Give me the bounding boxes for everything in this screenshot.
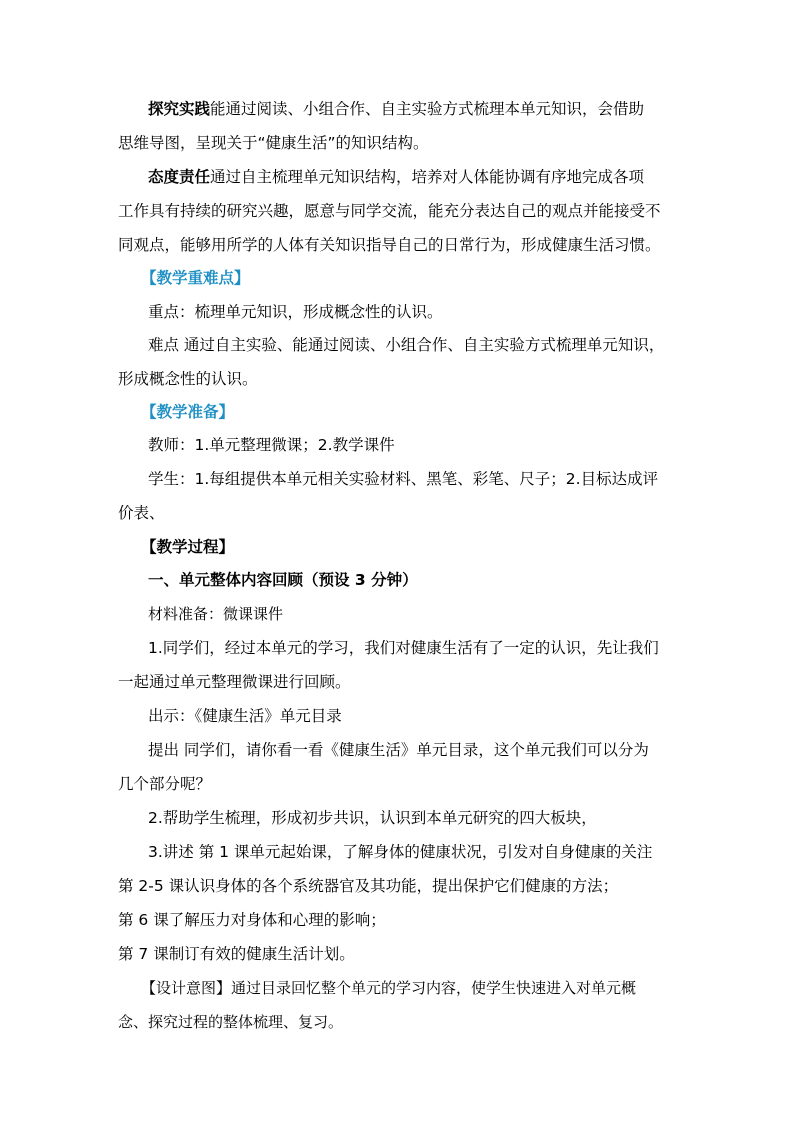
inquiry-label: 探究实践 bbox=[148, 100, 211, 118]
paragraph-2-line: 2.帮助学生梳理，形成初步共识，认识到本单元研究的四大板块， bbox=[148, 809, 597, 827]
inquiry-line-2: 思维导图，呈现关于“健康生活”的知识结构。 bbox=[118, 134, 429, 152]
attitude-text-1: 通过自主梳理单元知识结构，培养对人体能协调有序地完成各项 bbox=[210, 168, 645, 186]
ask-line-1: 提出 同学们，请你看一看《健康生活》单元目录，这个单元我们可以分为 bbox=[148, 741, 649, 759]
paragraph-3-line-1: 3.讲述 第 1 课单元起始课，了解身体的健康状况，引发对自身健康的关注 bbox=[148, 843, 653, 861]
inquiry-text-1: 能通过阅读、小组合作、自主实验方式梳理本单元知识，会借助 bbox=[210, 100, 645, 118]
teacher-prep-line: 教师：1.单元整理微课；2.教学课件 bbox=[148, 436, 395, 454]
show-line: 出示：《健康生活》单元目录 bbox=[148, 707, 342, 725]
design-intent-line-2: 念、探究过程的整体梳理、复习。 bbox=[118, 1013, 344, 1031]
materials-line: 材料准备：微课课件 bbox=[148, 605, 284, 623]
key-points-heading: 【教学重难点】 bbox=[141, 269, 250, 287]
ask-line-2: 几个部分呢？ bbox=[118, 775, 212, 793]
attitude-line-2: 工作具有持续的研究兴趣，愿意与同学交流，能充分表达自己的观点并能接受不 bbox=[118, 202, 661, 220]
difficulty-line-2: 形成概念性的认识。 bbox=[118, 370, 258, 388]
paragraph-1-line-1: 1.同学们，经过本单元的学习，我们对健康生活有了一定的认识，先让我们 bbox=[148, 639, 659, 657]
difficulty-line-1: 难点 通过自主实验、能通过阅读、小组合作、自主实验方式梳理单元知识， bbox=[148, 336, 665, 354]
paragraph-1-line-2: 一起通过单元整理微课进行回顾。 bbox=[118, 673, 351, 691]
paragraph-3-line-2: 第 2-5 课认识身体的各个系统器官及其功能，提出保护它们健康的方法； bbox=[118, 877, 619, 895]
attitude-label: 态度责任 bbox=[148, 168, 211, 186]
paragraph-3-line-4: 第 7 课制订有效的健康生活计划。 bbox=[118, 945, 355, 963]
section-1-title: 一、单元整体内容回顾（预设 3 分钟） bbox=[148, 571, 418, 589]
design-intent-line-1: 【设计意图】通过目录回忆整个单元的学习内容，使学生快速进入对单元概 bbox=[141, 979, 637, 997]
process-heading: 【教学过程】 bbox=[141, 538, 235, 556]
focus-line: 重点：梳理单元知识，形成概念性的认识。 bbox=[148, 303, 443, 321]
preparation-heading: 【教学准备】 bbox=[141, 403, 235, 421]
inquiry-line-1 bbox=[148, 98, 644, 120]
attitude-line-1 bbox=[148, 166, 644, 188]
student-prep-line-2: 价表、 bbox=[118, 504, 165, 522]
paragraph-3-line-3: 第 6 课了解压力对身体和心理的影响； bbox=[118, 911, 386, 929]
student-prep-line-1: 学生：1.每组提供本单元相关实验材料、黑笔、彩笔、尺子；2.目标达成评 bbox=[148, 470, 659, 488]
attitude-line-3: 同观点，能够用所学的人体有关知识指导自己的日常行为，形成健康生活习惯。 bbox=[118, 236, 661, 254]
